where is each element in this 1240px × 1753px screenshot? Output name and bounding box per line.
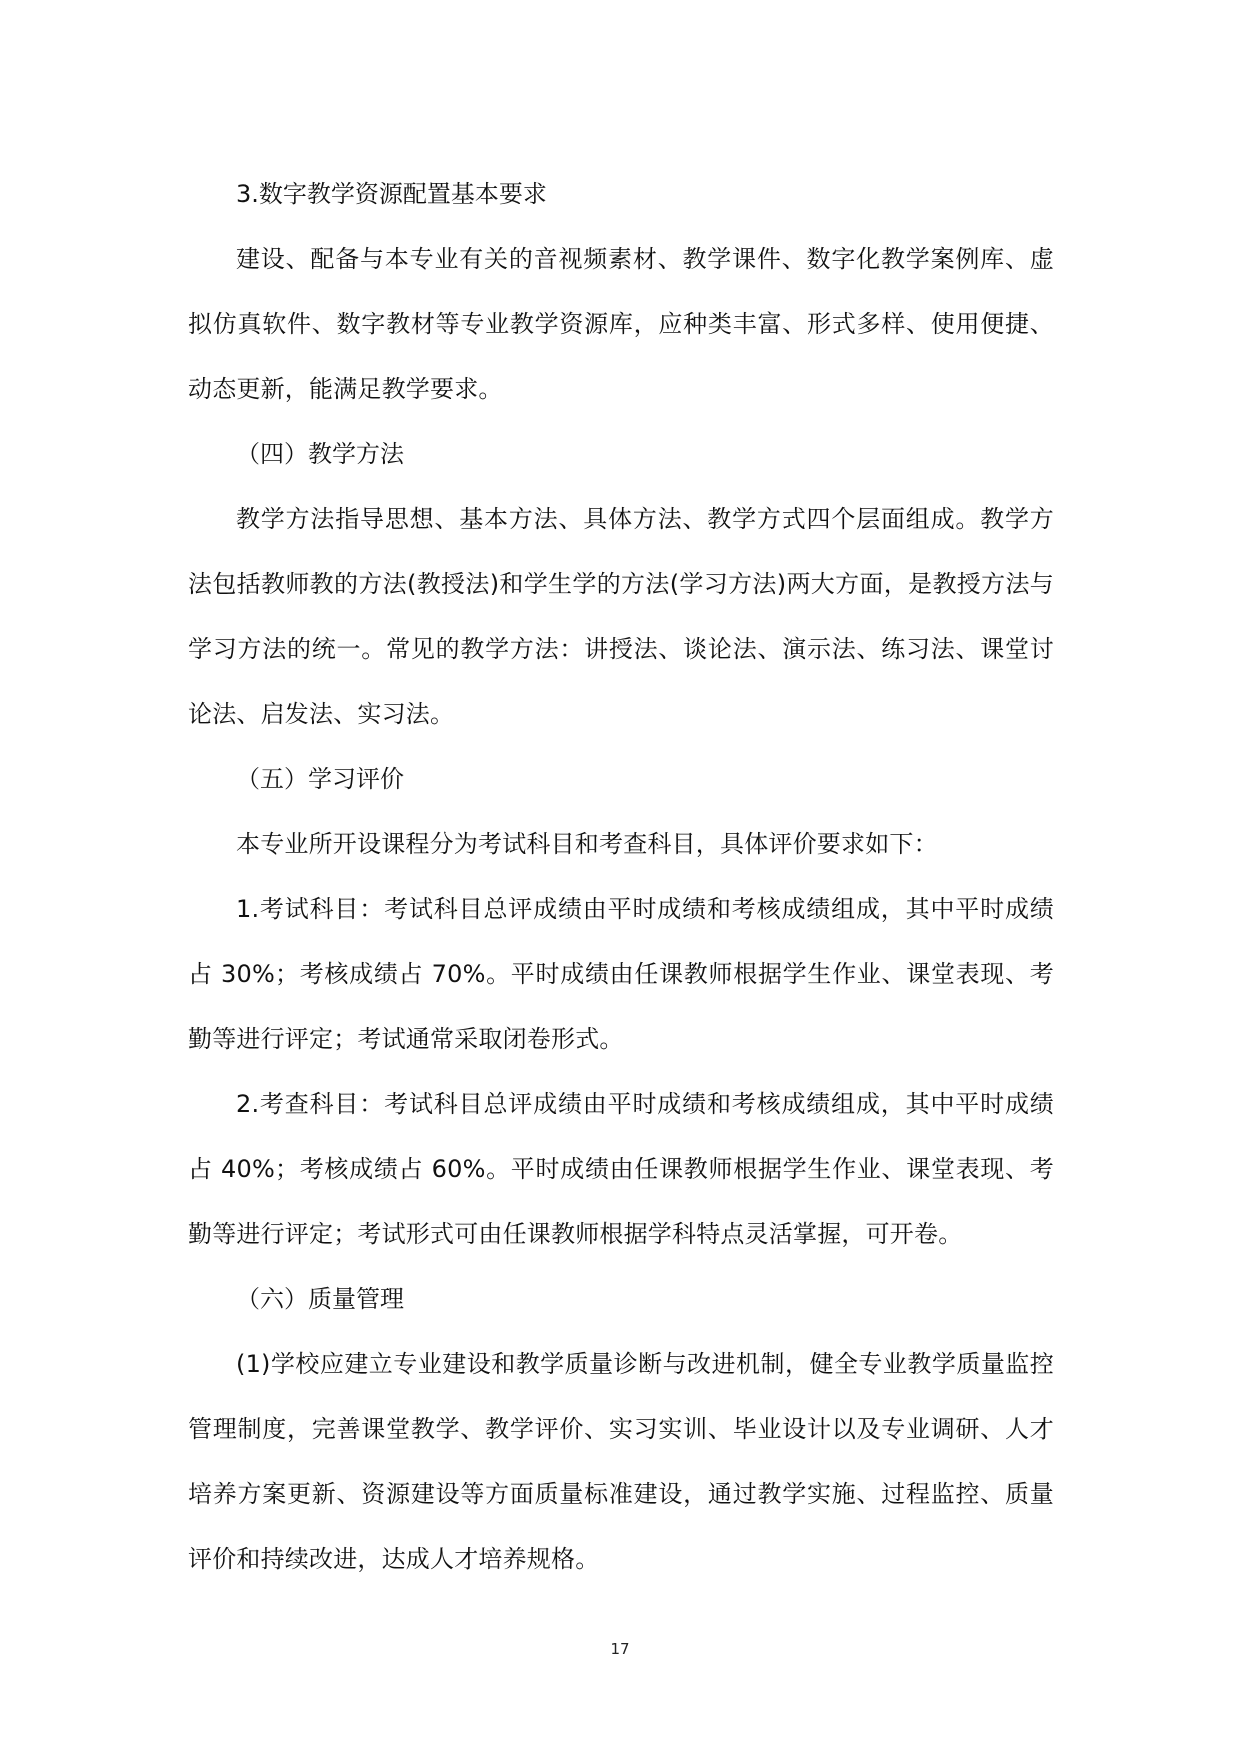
section-heading-teaching-methods: （四）教学方法 — [236, 440, 404, 468]
paragraph-quality-management: (1)学校应建立专业建设和教学质量诊断与改进机制，健全专业教学质量监控管理制度，完善课堂教学、教学评价、实习实训、毕业设计以及专业调研、人才培养方案更新、资源建设等方面质量标准建设，通过教学实施、过程监控、质量评价和持续改进，达成人才培养规格。 — [188, 1350, 1054, 1573]
paragraph-exam-subjects: 1.考试科目：考试科目总评成绩由平时成绩和考核成绩组成，其中平时成绩占 30%；考核成绩占 70%。平时成绩由任课教师根据学生作业、课堂表现、考勤等进行评定；考试通常采取闭卷形式。 — [188, 895, 1054, 1053]
section-heading-digital-resources: 3.数字教学资源配置基本要求 — [236, 180, 547, 208]
page-content — [188, 162, 1054, 1592]
page-number: 17 — [610, 1640, 630, 1658]
paragraph-digital-resources: 建设、配备与本专业有关的音视频素材、教学课件、数字化教学案例库、虚拟仿真软件、数字教材等专业教学资源库，应种类丰富、形式多样、使用便捷、动态更新，能满足教学要求。 — [188, 245, 1054, 403]
paragraph-evaluation-intro: 本专业所开设课程分为考试科目和考查科目，具体评价要求如下： — [236, 830, 938, 858]
paragraph-assessment-subjects: 2.考查科目：考试科目总评成绩由平时成绩和考核成绩组成，其中平时成绩占 40%；考核成绩占 60%。平时成绩由任课教师根据学生作业、课堂表现、考勤等进行评定；考试形式可由任课教师根据学科特点灵活掌握，可开卷。 — [188, 1090, 1054, 1248]
paragraph-teaching-methods: 教学方法指导思想、基本方法、具体方法、教学方式四个层面组成。教学方法包括教师教的方法(教授法)和学生学的方法(学习方法)两大方面，是教授方法与学习方法的统一。常见的教学方法：讲授法、谈论法、演示法、练习法、课堂讨论法、启发法、实习法。 — [188, 505, 1054, 728]
section-heading-quality-management: （六）质量管理 — [236, 1285, 404, 1313]
section-heading-learning-evaluation: （五）学习评价 — [236, 765, 404, 793]
